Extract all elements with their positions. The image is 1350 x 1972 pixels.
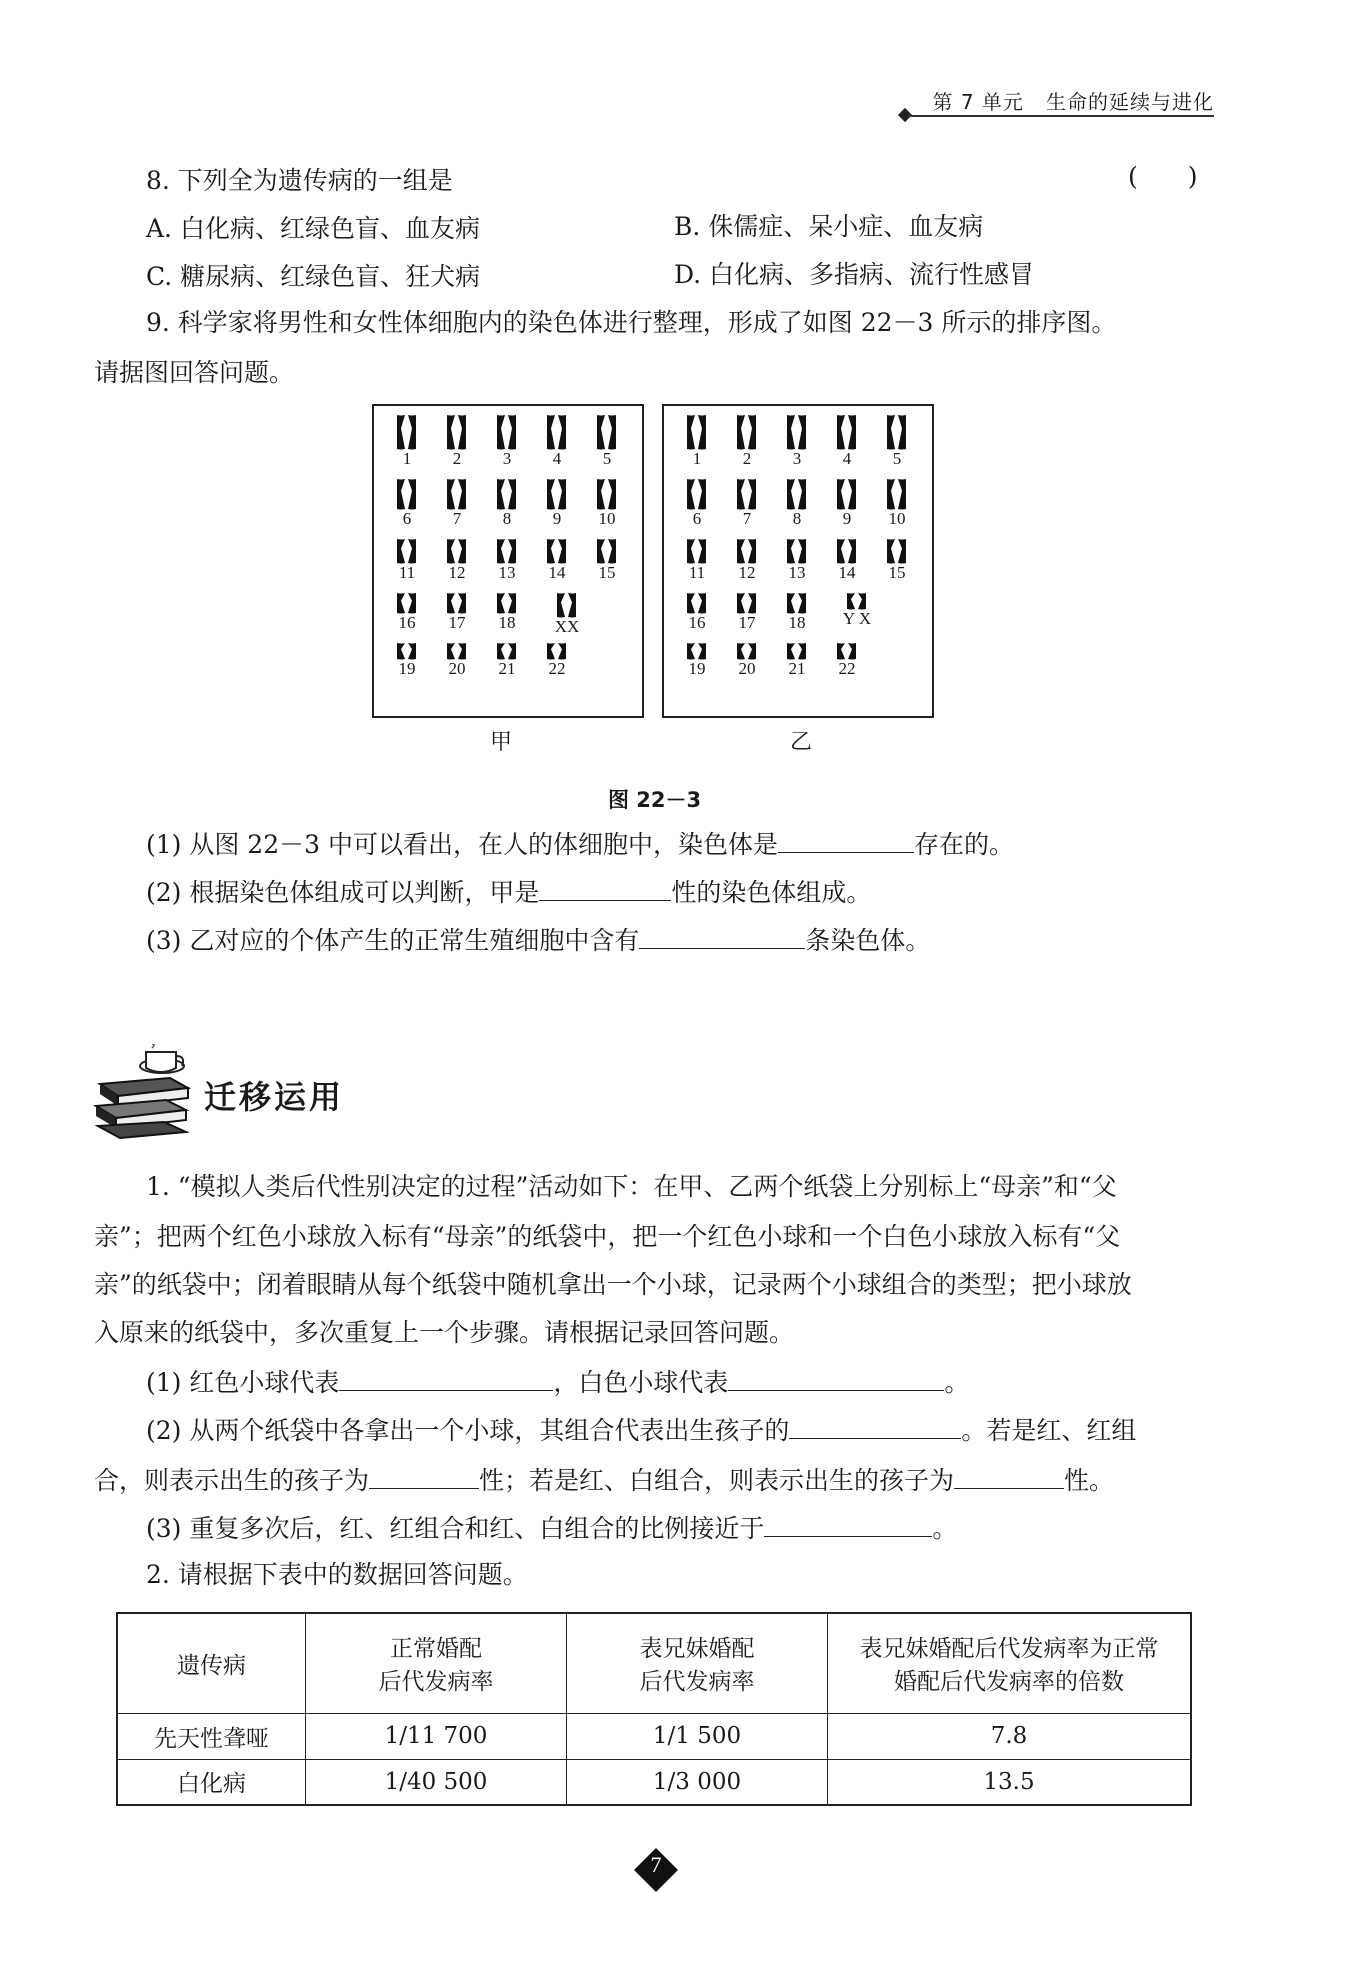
header-text: 遗传病 <box>177 1652 246 1679</box>
chromosome-number: 22 <box>838 659 856 678</box>
chromosome-10 <box>872 478 922 528</box>
chromosome-19 <box>382 642 432 678</box>
chromosome-number: 9 <box>842 509 852 528</box>
chromosome-pair-icon <box>834 478 860 510</box>
header-title: 生命的延续与进化 <box>1046 90 1214 114</box>
chromosome-number: 17 <box>448 613 466 632</box>
chromosome-17 <box>432 592 482 632</box>
chromosome-6 <box>382 478 432 528</box>
chromosome-number: 13 <box>788 563 806 582</box>
t1-sub2b-text-end: 性。 <box>1064 1466 1115 1495</box>
table-cell: 1/40 500 <box>306 1759 567 1805</box>
t1-sub1-blank1[interactable] <box>339 1364 553 1391</box>
header-text: 表兄妹婚配后代发病率为正常 婚配后代发病率的倍数 <box>859 1636 1159 1696</box>
chromosome-pair-icon <box>594 538 620 564</box>
chromosome-number: 5 <box>602 449 612 468</box>
t1-line1: 1. “模拟人类后代性别决定的过程”活动如下：在甲、乙两个纸袋上分别标上“母亲”和“父 <box>146 1172 1117 1201</box>
chromosome-pair-icon <box>684 478 710 510</box>
t1-line3: 亲”的纸袋中；闭着眼睛从每个纸袋中随机拿出一个小球，记录两个小球组合的类型；把小球放 <box>94 1270 1132 1299</box>
chromosome-15 <box>872 538 922 582</box>
chromosome-pair-icon <box>684 642 710 660</box>
chromosome-number: 4 <box>552 449 562 468</box>
chromosome-3 <box>772 414 822 468</box>
table-header-row <box>117 1613 1191 1713</box>
q9-sub3-blank[interactable] <box>639 922 805 949</box>
t1-sub1-text-end: 。 <box>944 1368 970 1397</box>
chromosome-pair-icon <box>844 592 870 610</box>
chromosome-2 <box>432 414 482 468</box>
chromosome-4 <box>532 414 582 468</box>
chromosome-pair-icon <box>834 414 860 450</box>
chromosome-5 <box>582 414 632 468</box>
sex-chromosome-label: XX <box>554 617 580 636</box>
t1-sub1-blank2[interactable] <box>728 1364 944 1391</box>
chromosome-12 <box>432 538 482 582</box>
chromosome-number: 17 <box>738 613 756 632</box>
chromosome-21 <box>482 642 532 678</box>
chromosome-pair-icon <box>784 592 810 614</box>
chromosome-number: 19 <box>398 659 416 678</box>
table-cell: 1/11 700 <box>306 1713 567 1759</box>
q9-sub1 <box>146 826 1014 862</box>
chromosome-number: 15 <box>888 563 906 582</box>
t1-sub2-text-end: 。若是红、红组 <box>961 1416 1137 1445</box>
q9-sub2-text: (2) 根据染色体组成可以判断，甲是 <box>146 878 540 907</box>
chromosome-number: 8 <box>502 509 512 528</box>
table-header-cell <box>828 1613 1192 1713</box>
q9-sub3 <box>146 922 930 958</box>
karyotype-panel-b <box>662 404 934 718</box>
q8-option-b: B. 侏儒症、呆小症、血友病 <box>674 212 984 241</box>
chromosome-pair-icon <box>784 478 810 510</box>
chromosome-pair-icon <box>544 478 570 510</box>
q9-sub2-text-end: 性的染色体组成。 <box>671 878 872 907</box>
chromosome-number: 7 <box>452 509 462 528</box>
q8-option-a: A. 白化病、红绿色盲、血友病 <box>146 214 480 243</box>
chromosome-number: 22 <box>548 659 566 678</box>
chromosome-number: 1 <box>402 449 412 468</box>
chromosome-pair-icon <box>734 538 760 564</box>
t1-sub1 <box>146 1364 969 1400</box>
chromosome-number: 12 <box>738 563 756 582</box>
chromosome-pair-icon <box>784 414 810 450</box>
table-header-cell <box>567 1613 828 1713</box>
chromosome-pair-icon <box>834 642 860 660</box>
t1-sub2b-text-mid: 性；若是红、白组合，则表示出生的孩子为 <box>479 1466 955 1495</box>
sex-chromosome-label <box>832 610 882 628</box>
q8-option-d: D. 白化病、多指病、流行性感冒 <box>674 260 1035 289</box>
t1-sub2b-text: 合，则表示出生的孩子为 <box>94 1466 370 1495</box>
t1-sub3-text: (3) 重复多次后，红、红组合和红、白组合的比例接近于 <box>146 1514 765 1543</box>
chromosome-number: 10 <box>598 509 616 528</box>
chromosome-4 <box>822 414 872 468</box>
table-header-cell <box>306 1613 567 1713</box>
chromosome-20 <box>722 642 772 678</box>
t1-line4: 入原来的纸袋中，多次重复上一个步骤。请根据记录回答问题。 <box>94 1318 795 1347</box>
t1-sub3 <box>146 1510 957 1546</box>
chromosome-pair-icon <box>544 538 570 564</box>
section-title: 迁移运用 <box>204 1078 345 1116</box>
chromosome-7 <box>432 478 482 528</box>
chromosome-pair-icon <box>684 592 710 614</box>
y-label: Y <box>842 609 855 628</box>
chromosome-pair-icon <box>834 538 860 564</box>
chromosome-22 <box>532 642 582 678</box>
q9-sub1-text: (1) 从图 22－3 中可以看出，在人的体细胞中，染色体是 <box>146 830 778 859</box>
chromosome-14 <box>532 538 582 582</box>
chromosome-2 <box>722 414 772 468</box>
chromosome-number: 9 <box>552 509 562 528</box>
table-cell: 13.5 <box>828 1759 1192 1805</box>
chromosome-number: 2 <box>742 449 752 468</box>
header-text: 正常婚配 后代发病率 <box>378 1636 494 1696</box>
chromosome-number: 4 <box>842 449 852 468</box>
table-row <box>117 1759 1191 1805</box>
chromosome-number: 6 <box>402 509 412 528</box>
t1-sub3-text-end: 。 <box>932 1514 958 1543</box>
chromosome-number: 10 <box>888 509 906 528</box>
chromosome-5 <box>872 414 922 468</box>
chromosome-number: 3 <box>792 449 802 468</box>
chromosome-number: 8 <box>792 509 802 528</box>
q9-stem-line2: 请据图回答问题。 <box>94 358 295 387</box>
chromosome-12 <box>722 538 772 582</box>
chromosome-pair-icon <box>494 642 520 660</box>
chromosome-number: 21 <box>788 659 806 678</box>
chromosome-22 <box>822 642 872 678</box>
chromosome-number: 6 <box>692 509 702 528</box>
chromosome-pair-icon <box>734 414 760 450</box>
chromosome-pair-icon <box>394 642 420 660</box>
q9-sub3-text-end: 条染色体。 <box>805 926 931 955</box>
table-cell: 1/3 000 <box>567 1759 828 1805</box>
chromosome-pair-icon <box>554 592 580 618</box>
chromosome-pair-icon <box>394 478 420 510</box>
chromosome-16 <box>382 592 432 632</box>
t1-sub1-text-mid: ，白色小球代表 <box>553 1368 729 1397</box>
t2-stem: 2. 请根据下表中的数据回答问题。 <box>146 1560 528 1589</box>
chromosome-number: 5 <box>892 449 902 468</box>
t1-sub2b-blank1[interactable] <box>369 1462 479 1489</box>
header-text: 表兄妹婚配 后代发病率 <box>639 1636 755 1696</box>
q9-sub1-text-end: 存在的。 <box>913 830 1014 859</box>
q8-answer-bracket: ( ) <box>1128 162 1198 191</box>
chromosome-pair-icon <box>544 642 570 660</box>
chromosome-number: 12 <box>448 563 466 582</box>
chromosome-7 <box>722 478 772 528</box>
table-cell: 7.8 <box>828 1713 1192 1759</box>
figure-label-a: 甲 <box>490 730 513 755</box>
header-rule <box>908 115 1214 117</box>
chromosome-number: 11 <box>398 563 416 582</box>
chromosome-20 <box>432 642 482 678</box>
sex-chromosomes-xy <box>832 592 882 628</box>
chromosome-pair-icon <box>494 478 520 510</box>
chromosome-10 <box>582 478 632 528</box>
t1-sub2-text: (2) 从两个纸袋中各拿出一个小球，其组合代表出生孩子的 <box>146 1416 790 1445</box>
chromosome-11 <box>672 538 722 582</box>
chromosome-pair-icon <box>594 414 620 450</box>
chromosome-9 <box>822 478 872 528</box>
books-cup-icon <box>92 1044 200 1144</box>
chromosome-pair-icon <box>684 538 710 564</box>
chromosome-pair-icon <box>594 478 620 510</box>
chromosome-number: 16 <box>398 613 416 632</box>
chromosome-number: 21 <box>498 659 516 678</box>
t1-line2: 亲”；把两个红色小球放入标有“母亲”的纸袋中，把一个红色小球和一个白色小球放入标有“父 <box>94 1222 1121 1251</box>
chromosome-8 <box>772 478 822 528</box>
chromosome-pair-icon <box>444 478 470 510</box>
table-row <box>117 1713 1191 1759</box>
chromosome-number: 18 <box>498 613 516 632</box>
chromosome-number: 11 <box>688 563 706 582</box>
chromosome-number: 19 <box>688 659 706 678</box>
chromosome-1 <box>382 414 432 468</box>
chromosome-number: 14 <box>548 563 566 582</box>
chromosome-number: 2 <box>452 449 462 468</box>
table-header-cell <box>117 1613 306 1713</box>
chromosome-6 <box>672 478 722 528</box>
q9-sub3-text: (3) 乙对应的个体产生的正常生殖细胞中含有 <box>146 926 640 955</box>
t1-sub2-blank[interactable] <box>789 1412 961 1439</box>
chromosome-pair-icon <box>884 538 910 564</box>
chromosome-pair-icon <box>684 414 710 450</box>
q9-sub2-blank[interactable] <box>539 874 671 901</box>
chromosome-pair-icon <box>494 538 520 564</box>
chromosome-3 <box>482 414 532 468</box>
chromosome-pair-icon <box>494 592 520 614</box>
table-cell: 白化病 <box>117 1759 306 1805</box>
table-cell: 先天性聋哑 <box>117 1713 306 1759</box>
chromosome-number: 14 <box>838 563 856 582</box>
chromosome-pair-icon <box>444 642 470 660</box>
chromosome-number: 7 <box>742 509 752 528</box>
chromosome-pair-icon <box>444 538 470 564</box>
disease-rate-table <box>116 1612 1192 1806</box>
chromosome-pair-icon <box>494 414 520 450</box>
sex-chromosomes-xx <box>542 592 592 636</box>
chromosome-pair-icon <box>734 478 760 510</box>
chromosome-1 <box>672 414 722 468</box>
chromosome-pair-icon <box>394 592 420 614</box>
chromosome-16 <box>672 592 722 632</box>
chromosome-number: 18 <box>788 613 806 632</box>
chromosome-14 <box>822 538 872 582</box>
figure-caption: 图 22－3 <box>608 788 702 812</box>
chromosome-8 <box>482 478 532 528</box>
chromosome-11 <box>382 538 432 582</box>
chromosome-number: 16 <box>688 613 706 632</box>
chromosome-pair-icon <box>784 538 810 564</box>
chromosome-pair-icon <box>734 592 760 614</box>
chromosome-19 <box>672 642 722 678</box>
chromosome-number: 1 <box>692 449 702 468</box>
chromosome-15 <box>582 538 632 582</box>
page-number: 7 <box>650 1852 662 1877</box>
t1-sub2-cont <box>94 1462 1114 1498</box>
q9-sub2 <box>146 874 871 910</box>
chromosome-pair-icon <box>784 642 810 660</box>
chromosome-pair-icon <box>394 414 420 450</box>
running-header <box>932 86 1214 115</box>
karyotype-panel-a <box>372 404 644 718</box>
chromosome-pair-icon <box>544 414 570 450</box>
chromosome-pair-icon <box>734 642 760 660</box>
chromosome-number: 13 <box>498 563 516 582</box>
chromosome-number: 15 <box>598 563 616 582</box>
q9-sub1-blank[interactable] <box>778 826 914 853</box>
t1-sub1-text: (1) 红色小球代表 <box>146 1368 340 1397</box>
chromosome-pair-icon <box>884 414 910 450</box>
chromosome-pair-icon <box>444 414 470 450</box>
chromosome-17 <box>722 592 772 632</box>
figure-label-b: 乙 <box>790 730 813 755</box>
chromosome-number: 3 <box>502 449 512 468</box>
header-unit: 第 7 单元 <box>932 90 1024 114</box>
chromosome-13 <box>482 538 532 582</box>
chromosome-9 <box>532 478 582 528</box>
t1-sub3-blank[interactable] <box>764 1510 932 1537</box>
q8-stem: 8. 下列全为遗传病的一组是 <box>146 166 453 195</box>
chromosome-pair-icon <box>444 592 470 614</box>
chromosome-18 <box>482 592 532 632</box>
q8-option-c: C. 糖尿病、红绿色盲、狂犬病 <box>146 262 481 291</box>
chromosome-pair-icon <box>394 538 420 564</box>
chromosome-number: 20 <box>738 659 756 678</box>
t1-sub2 <box>146 1412 1136 1448</box>
chromosome-21 <box>772 642 822 678</box>
table-cell: 1/1 500 <box>567 1713 828 1759</box>
q9-stem-line1: 9. 科学家将男性和女性体细胞内的染色体进行整理，形成了如图 22－3 所示的排序图。 <box>146 308 1117 337</box>
x-label: X <box>858 609 872 628</box>
chromosome-13 <box>772 538 822 582</box>
t1-sub2b-blank2[interactable] <box>954 1462 1064 1489</box>
chromosome-pair-icon <box>884 478 910 510</box>
chromosome-18 <box>772 592 822 632</box>
chromosome-number: 20 <box>448 659 466 678</box>
